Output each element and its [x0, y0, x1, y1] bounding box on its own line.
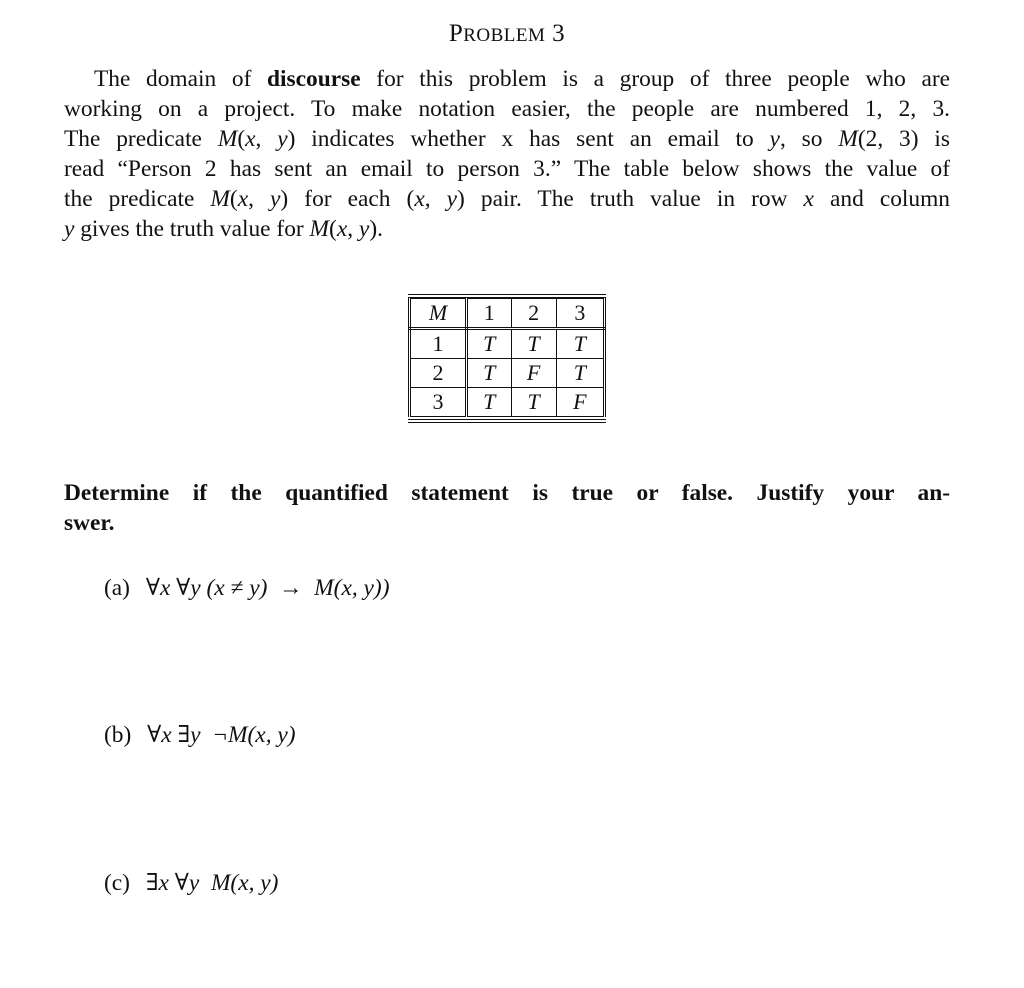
table-row-label: 3: [410, 388, 467, 417]
question-instruction: [64, 478, 950, 538]
part-a: [104, 573, 390, 602]
table-cell: T: [467, 388, 512, 417]
table-bottom-rule-2: [408, 422, 606, 423]
table-column-header: 2: [511, 299, 556, 329]
table-corner-cell: M: [410, 299, 467, 329]
truth-table: [408, 294, 606, 423]
part-c: [104, 868, 278, 897]
table-column-header: 1: [467, 299, 512, 329]
table-column-header: 3: [556, 299, 604, 329]
title-number: 3: [552, 20, 566, 47]
table-header-row: [410, 299, 605, 329]
truth-table-grid: [408, 298, 606, 417]
description-line-3: The predicate M(x, y) indicates whether x has sent an email to y, so M(2, 3) is: [64, 126, 951, 152]
table-cell: T: [511, 329, 556, 359]
table-cell: T: [511, 388, 556, 417]
part-b: [104, 720, 296, 749]
title-initial: P: [448, 20, 464, 47]
page-title: [0, 20, 1014, 48]
table-cell: F: [556, 388, 604, 417]
description-line-6: y gives the truth value for M(x, y).: [64, 216, 383, 242]
description-line-4: read “Person 2 has sent an email to person 3.” The table below shows the value of: [64, 156, 950, 182]
table-cell: T: [556, 329, 604, 359]
question-line-2: swer.: [64, 510, 115, 536]
part-a-label: (a): [104, 575, 130, 601]
description-line-2: working on a project. To make notation easier, the people are numbered 1, 2, 3.: [64, 96, 950, 122]
description-line-1: The domain of discourse for this problem is a group of three people who are: [94, 66, 950, 92]
table-top-rule: [408, 294, 606, 295]
table-cell: T: [556, 359, 604, 388]
part-c-label: (c): [104, 870, 130, 896]
table-cell: T: [467, 359, 512, 388]
description-line-5: the predicate M(x, y) for each (x, y) pair. The truth value in row x and column: [64, 186, 950, 212]
title-rest: ROBLEM: [463, 25, 546, 46]
part-c-expression: ∃x ∀y M(x, y): [145, 870, 279, 896]
table-cell: T: [467, 329, 512, 359]
part-a-expression: ∀x ∀y (x ≠ y) → M(x, y)): [145, 575, 390, 601]
table-row: [410, 388, 605, 417]
part-b-expression: ∀x ∃y ¬M(x, y): [147, 722, 296, 748]
problem-description: [64, 64, 950, 244]
table-cell: F: [511, 359, 556, 388]
table-row: [410, 359, 605, 388]
table-bottom-rule: [408, 419, 606, 420]
part-b-label: (b): [104, 722, 132, 748]
question-line-1: Determine if the quantified statement is true or false. Justify your an-: [64, 480, 950, 506]
table-row-label: 1: [410, 329, 467, 359]
table-row-label: 2: [410, 359, 467, 388]
table-row: [410, 329, 605, 359]
